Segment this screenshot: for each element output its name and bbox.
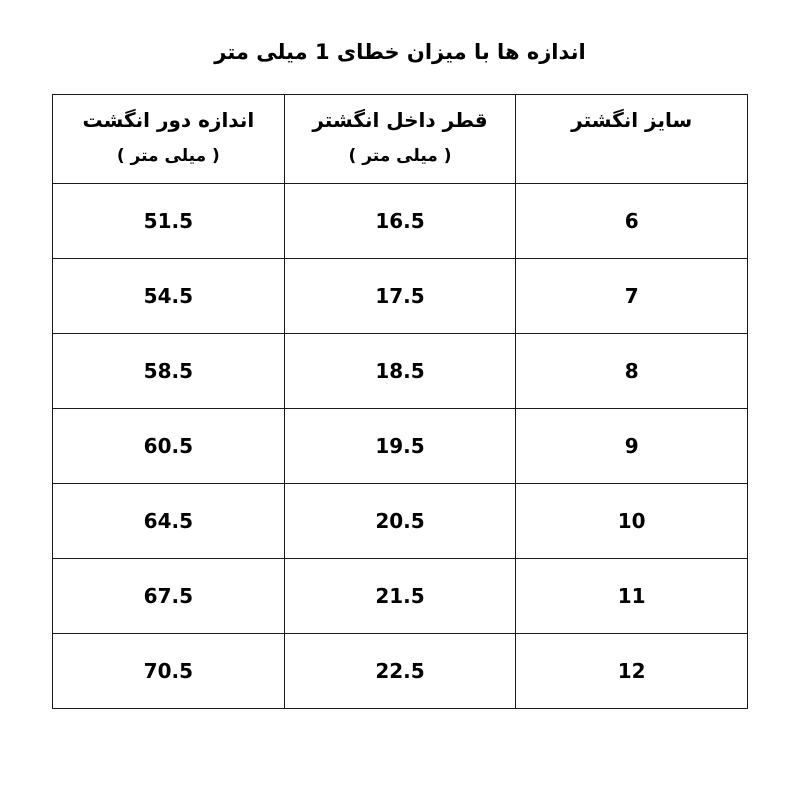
table-row xyxy=(53,184,748,259)
cell-inner-diameter: 16.5 xyxy=(284,184,516,259)
cell-circumference: 64.5 xyxy=(53,484,285,559)
cell-circumference: 67.5 xyxy=(53,559,285,634)
header-inner-diameter xyxy=(284,95,516,184)
cell-ring-size: 9 xyxy=(516,409,748,484)
cell-circumference: 58.5 xyxy=(53,334,285,409)
cell-inner-diameter: 19.5 xyxy=(284,409,516,484)
table-row xyxy=(53,334,748,409)
table-row xyxy=(53,559,748,634)
header-ring-size-unit xyxy=(516,145,747,167)
table-row xyxy=(53,259,748,334)
cell-circumference: 51.5 xyxy=(53,184,285,259)
header-finger-circumference-label: اندازه دور انگشت xyxy=(82,108,255,132)
cell-ring-size: 11 xyxy=(516,559,748,634)
cell-ring-size: 7 xyxy=(516,259,748,334)
cell-ring-size: 10 xyxy=(516,484,748,559)
cell-circumference: 70.5 xyxy=(53,634,285,709)
header-inner-diameter-label: قطر داخل انگشتر xyxy=(312,108,488,132)
table-row xyxy=(53,634,748,709)
cell-circumference: 54.5 xyxy=(53,259,285,334)
table-row xyxy=(53,484,748,559)
header-inner-diameter-unit: ( میلی متر ) xyxy=(348,146,452,166)
cell-inner-diameter: 22.5 xyxy=(284,634,516,709)
header-ring-size-label: سایز انگشتر xyxy=(571,108,693,132)
table-header xyxy=(53,95,748,184)
header-ring-size xyxy=(516,95,748,184)
cell-ring-size: 8 xyxy=(516,334,748,409)
header-row xyxy=(53,95,748,184)
cell-inner-diameter: 17.5 xyxy=(284,259,516,334)
table-body xyxy=(53,184,748,709)
cell-inner-diameter: 20.5 xyxy=(284,484,516,559)
cell-ring-size: 12 xyxy=(516,634,748,709)
page-title: اندازه ها با میزان خطای 1 میلی متر xyxy=(214,40,586,64)
table-row xyxy=(53,409,748,484)
cell-inner-diameter: 21.5 xyxy=(284,559,516,634)
cell-inner-diameter: 18.5 xyxy=(284,334,516,409)
ring-size-table xyxy=(52,94,748,709)
cell-circumference: 60.5 xyxy=(53,409,285,484)
header-finger-circumference-unit: ( میلی متر ) xyxy=(116,146,220,166)
header-finger-circumference xyxy=(53,95,285,184)
cell-ring-size: 6 xyxy=(516,184,748,259)
